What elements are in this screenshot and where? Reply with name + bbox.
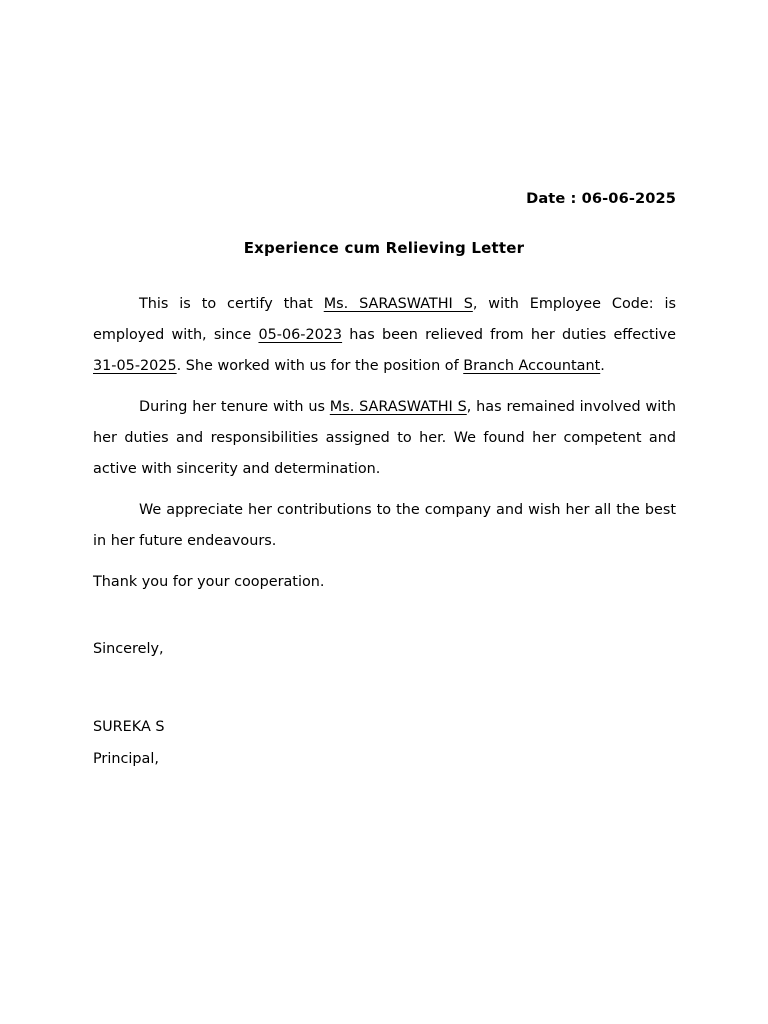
letter-date: Date : 06-06-2025 xyxy=(526,190,676,207)
p1-text-5: . xyxy=(600,358,605,375)
p1-text-2: , with Employee Code: is employed with, since xyxy=(93,296,676,344)
p1-text-4: . She worked with us for the position of xyxy=(176,358,464,375)
employee-name: Ms. SARASWATHI S xyxy=(323,296,473,312)
letter-title: Experience cum Relieving Letter xyxy=(243,239,525,257)
employee-position: Branch Accountant xyxy=(463,358,601,375)
relieving-date: 31-05-2025 xyxy=(93,358,177,375)
signer-name: SUREKA S xyxy=(93,719,165,735)
thanks-line: Thank you for your cooperation. xyxy=(93,574,325,590)
p1-text-1: This is to certify that xyxy=(139,296,324,312)
closing-line: Sincerely, xyxy=(93,641,164,657)
signer-role: Principal, xyxy=(93,751,159,767)
p2-text-1: During her tenure with us xyxy=(139,399,330,415)
certification-paragraph xyxy=(93,289,676,383)
joining-date: 05-06-2023 xyxy=(258,327,343,344)
p2-text-2: , has remained involved with her duties and responsibilities assigned to her. We found her competent and active with sincerity and determination. xyxy=(93,399,676,478)
employee-name-2: Ms. SARASWATHI S xyxy=(329,399,467,415)
appreciation-paragraph: We appreciate her contributions to the company and wish her all the best in her future endeavours. xyxy=(93,502,676,550)
p1-text-3: has been relieved from her duties effective xyxy=(342,327,676,344)
tenure-paragraph xyxy=(93,392,676,486)
